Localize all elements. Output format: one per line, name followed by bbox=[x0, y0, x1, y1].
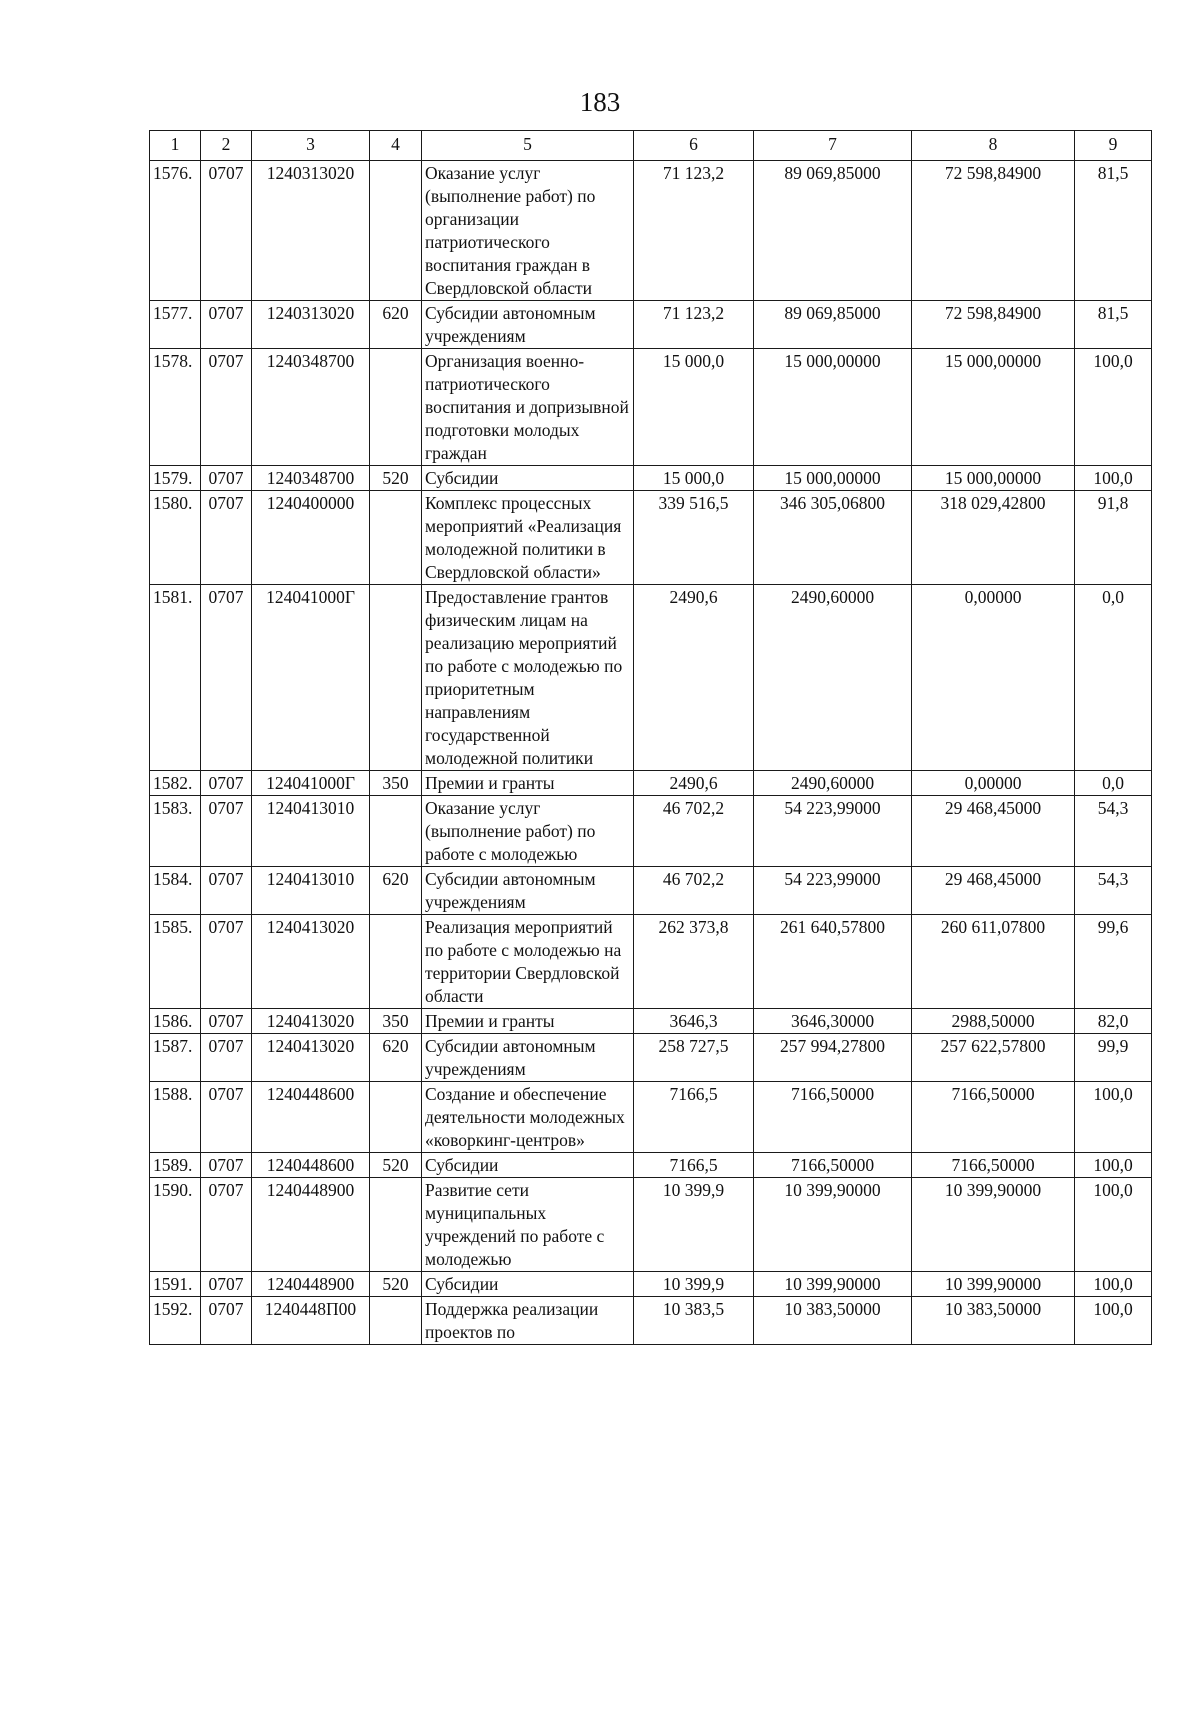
table-header-row bbox=[150, 131, 1152, 161]
item-name-cell: Субсидии автономным учреждениям bbox=[422, 867, 634, 915]
table-row bbox=[150, 1178, 1152, 1272]
row-number-cell: 1578. bbox=[150, 349, 201, 466]
col9-percent-cell: 91,8 bbox=[1075, 491, 1152, 585]
target-code-cell: 1240348700 bbox=[252, 349, 370, 466]
row-number-cell: 1588. bbox=[150, 1082, 201, 1153]
row-number-cell: 1587. bbox=[150, 1034, 201, 1082]
col6-value-cell: 15 000,0 bbox=[634, 466, 754, 491]
section-code-cell: 0707 bbox=[201, 796, 252, 867]
expense-type-cell bbox=[370, 796, 422, 867]
target-code-cell: 124041000Г bbox=[252, 585, 370, 771]
col9-percent-cell: 99,9 bbox=[1075, 1034, 1152, 1082]
row-number-cell: 1586. bbox=[150, 1009, 201, 1034]
col9-percent-cell: 82,0 bbox=[1075, 1009, 1152, 1034]
col9-percent-cell: 100,0 bbox=[1075, 1153, 1152, 1178]
budget-table bbox=[149, 130, 1152, 1345]
target-code-cell: 1240448П00 bbox=[252, 1297, 370, 1345]
col9-percent-cell: 0,0 bbox=[1075, 771, 1152, 796]
row-number-cell: 1589. bbox=[150, 1153, 201, 1178]
item-name-cell: Поддержка реализации проектов по bbox=[422, 1297, 634, 1345]
row-number-cell: 1579. bbox=[150, 466, 201, 491]
section-code-cell: 0707 bbox=[201, 1082, 252, 1153]
expense-type-cell: 350 bbox=[370, 771, 422, 796]
expense-type-cell bbox=[370, 1082, 422, 1153]
item-name-cell: Субсидии bbox=[422, 1153, 634, 1178]
column-header: 8 bbox=[912, 131, 1075, 161]
item-name-cell: Оказание услуг (выполнение работ) по работе с молодежью bbox=[422, 796, 634, 867]
column-header: 6 bbox=[634, 131, 754, 161]
col7-value-cell: 10 399,90000 bbox=[754, 1178, 912, 1272]
col9-percent-cell: 54,3 bbox=[1075, 796, 1152, 867]
col7-value-cell: 346 305,06800 bbox=[754, 491, 912, 585]
col9-percent-cell: 100,0 bbox=[1075, 349, 1152, 466]
table-row bbox=[150, 1082, 1152, 1153]
column-header: 7 bbox=[754, 131, 912, 161]
col7-value-cell: 89 069,85000 bbox=[754, 301, 912, 349]
target-code-cell: 1240448900 bbox=[252, 1178, 370, 1272]
section-code-cell: 0707 bbox=[201, 1153, 252, 1178]
expense-type-cell bbox=[370, 491, 422, 585]
col6-value-cell: 7166,5 bbox=[634, 1082, 754, 1153]
table-row bbox=[150, 1297, 1152, 1345]
section-code-cell: 0707 bbox=[201, 466, 252, 491]
section-code-cell: 0707 bbox=[201, 867, 252, 915]
target-code-cell: 1240413020 bbox=[252, 1009, 370, 1034]
column-header: 3 bbox=[252, 131, 370, 161]
col8-value-cell: 2988,50000 bbox=[912, 1009, 1075, 1034]
col8-value-cell: 0,00000 bbox=[912, 585, 1075, 771]
item-name-cell: Создание и обеспечение деятельности молодежных «коворкинг-центров» bbox=[422, 1082, 634, 1153]
table-body bbox=[150, 161, 1152, 1345]
col9-percent-cell: 100,0 bbox=[1075, 1178, 1152, 1272]
col7-value-cell: 7166,50000 bbox=[754, 1082, 912, 1153]
col6-value-cell: 262 373,8 bbox=[634, 915, 754, 1009]
row-number-cell: 1581. bbox=[150, 585, 201, 771]
col8-value-cell: 10 399,90000 bbox=[912, 1178, 1075, 1272]
target-code-cell: 1240400000 bbox=[252, 491, 370, 585]
expense-type-cell bbox=[370, 1178, 422, 1272]
col6-value-cell: 3646,3 bbox=[634, 1009, 754, 1034]
expense-type-cell: 350 bbox=[370, 1009, 422, 1034]
col8-value-cell: 72 598,84900 bbox=[912, 301, 1075, 349]
expense-type-cell: 620 bbox=[370, 867, 422, 915]
col8-value-cell: 10 383,50000 bbox=[912, 1297, 1075, 1345]
expense-type-cell: 520 bbox=[370, 1153, 422, 1178]
column-header: 1 bbox=[150, 131, 201, 161]
expense-type-cell bbox=[370, 161, 422, 301]
col8-value-cell: 29 468,45000 bbox=[912, 867, 1075, 915]
col8-value-cell: 260 611,07800 bbox=[912, 915, 1075, 1009]
target-code-cell: 1240313020 bbox=[252, 301, 370, 349]
table-row bbox=[150, 491, 1152, 585]
item-name-cell: Субсидии bbox=[422, 1272, 634, 1297]
row-number-cell: 1585. bbox=[150, 915, 201, 1009]
section-code-cell: 0707 bbox=[201, 1034, 252, 1082]
col7-value-cell: 2490,60000 bbox=[754, 585, 912, 771]
col7-value-cell: 10 399,90000 bbox=[754, 1272, 912, 1297]
item-name-cell: Субсидии автономным учреждениям bbox=[422, 1034, 634, 1082]
col8-value-cell: 72 598,84900 bbox=[912, 161, 1075, 301]
col6-value-cell: 46 702,2 bbox=[634, 867, 754, 915]
table-row bbox=[150, 796, 1152, 867]
table-row bbox=[150, 585, 1152, 771]
table-row bbox=[150, 161, 1152, 301]
section-code-cell: 0707 bbox=[201, 771, 252, 796]
item-name-cell: Премии и гранты bbox=[422, 771, 634, 796]
section-code-cell: 0707 bbox=[201, 1272, 252, 1297]
row-number-cell: 1580. bbox=[150, 491, 201, 585]
row-number-cell: 1582. bbox=[150, 771, 201, 796]
table-row bbox=[150, 1272, 1152, 1297]
col9-percent-cell: 100,0 bbox=[1075, 1297, 1152, 1345]
target-code-cell: 124041000Г bbox=[252, 771, 370, 796]
expense-type-cell bbox=[370, 1297, 422, 1345]
target-code-cell: 1240348700 bbox=[252, 466, 370, 491]
target-code-cell: 1240448600 bbox=[252, 1082, 370, 1153]
expense-type-cell: 520 bbox=[370, 1272, 422, 1297]
col8-value-cell: 318 029,42800 bbox=[912, 491, 1075, 585]
target-code-cell: 1240413020 bbox=[252, 1034, 370, 1082]
target-code-cell: 1240448600 bbox=[252, 1153, 370, 1178]
item-name-cell: Развитие сети муниципальных учреждений по работе с молодежью bbox=[422, 1178, 634, 1272]
column-header: 5 bbox=[422, 131, 634, 161]
col7-value-cell: 7166,50000 bbox=[754, 1153, 912, 1178]
col7-value-cell: 10 383,50000 bbox=[754, 1297, 912, 1345]
col9-percent-cell: 81,5 bbox=[1075, 301, 1152, 349]
col9-percent-cell: 81,5 bbox=[1075, 161, 1152, 301]
col6-value-cell: 2490,6 bbox=[634, 585, 754, 771]
section-code-cell: 0707 bbox=[201, 349, 252, 466]
col9-percent-cell: 100,0 bbox=[1075, 1082, 1152, 1153]
row-number-cell: 1591. bbox=[150, 1272, 201, 1297]
expense-type-cell bbox=[370, 585, 422, 771]
column-header: 4 bbox=[370, 131, 422, 161]
col8-value-cell: 0,00000 bbox=[912, 771, 1075, 796]
expense-type-cell bbox=[370, 915, 422, 1009]
col6-value-cell: 10 383,5 bbox=[634, 1297, 754, 1345]
column-header: 2 bbox=[201, 131, 252, 161]
item-name-cell: Комплекс процессных мероприятий «Реализация молодежной политики в Свердловской области» bbox=[422, 491, 634, 585]
table-row bbox=[150, 771, 1152, 796]
col7-value-cell: 15 000,00000 bbox=[754, 349, 912, 466]
col6-value-cell: 258 727,5 bbox=[634, 1034, 754, 1082]
target-code-cell: 1240313020 bbox=[252, 161, 370, 301]
row-number-cell: 1592. bbox=[150, 1297, 201, 1345]
row-number-cell: 1584. bbox=[150, 867, 201, 915]
col6-value-cell: 10 399,9 bbox=[634, 1272, 754, 1297]
item-name-cell: Субсидии bbox=[422, 466, 634, 491]
col9-percent-cell: 0,0 bbox=[1075, 585, 1152, 771]
table-row bbox=[150, 1009, 1152, 1034]
section-code-cell: 0707 bbox=[201, 301, 252, 349]
col7-value-cell: 2490,60000 bbox=[754, 771, 912, 796]
col9-percent-cell: 100,0 bbox=[1075, 466, 1152, 491]
col8-value-cell: 257 622,57800 bbox=[912, 1034, 1075, 1082]
target-code-cell: 1240448900 bbox=[252, 1272, 370, 1297]
item-name-cell: Реализация мероприятий по работе с молодежью на территории Свердловской области bbox=[422, 915, 634, 1009]
table-row bbox=[150, 1034, 1152, 1082]
table-row bbox=[150, 349, 1152, 466]
col8-value-cell: 10 399,90000 bbox=[912, 1272, 1075, 1297]
col6-value-cell: 339 516,5 bbox=[634, 491, 754, 585]
item-name-cell: Субсидии автономным учреждениям bbox=[422, 301, 634, 349]
col8-value-cell: 15 000,00000 bbox=[912, 466, 1075, 491]
section-code-cell: 0707 bbox=[201, 1178, 252, 1272]
table-row bbox=[150, 301, 1152, 349]
section-code-cell: 0707 bbox=[201, 491, 252, 585]
col9-percent-cell: 54,3 bbox=[1075, 867, 1152, 915]
section-code-cell: 0707 bbox=[201, 585, 252, 771]
row-number-cell: 1576. bbox=[150, 161, 201, 301]
target-code-cell: 1240413010 bbox=[252, 796, 370, 867]
col6-value-cell: 46 702,2 bbox=[634, 796, 754, 867]
table-row bbox=[150, 1153, 1152, 1178]
col7-value-cell: 261 640,57800 bbox=[754, 915, 912, 1009]
row-number-cell: 1577. bbox=[150, 301, 201, 349]
target-code-cell: 1240413010 bbox=[252, 867, 370, 915]
table-row bbox=[150, 867, 1152, 915]
section-code-cell: 0707 bbox=[201, 915, 252, 1009]
col6-value-cell: 10 399,9 bbox=[634, 1178, 754, 1272]
col7-value-cell: 3646,30000 bbox=[754, 1009, 912, 1034]
item-name-cell: Предоставление грантов физическим лицам на реализацию мероприятий по работе с молодежью по приоритетным направлениям государственной молодежной политики bbox=[422, 585, 634, 771]
col6-value-cell: 7166,5 bbox=[634, 1153, 754, 1178]
expense-type-cell: 620 bbox=[370, 1034, 422, 1082]
col8-value-cell: 7166,50000 bbox=[912, 1082, 1075, 1153]
col6-value-cell: 15 000,0 bbox=[634, 349, 754, 466]
col7-value-cell: 257 994,27800 bbox=[754, 1034, 912, 1082]
expense-type-cell: 520 bbox=[370, 466, 422, 491]
expense-type-cell: 620 bbox=[370, 301, 422, 349]
column-header: 9 bbox=[1075, 131, 1152, 161]
table-row bbox=[150, 466, 1152, 491]
item-name-cell: Оказание услуг (выполнение работ) по организации патриотического воспитания граждан в Свердловской области bbox=[422, 161, 634, 301]
expense-type-cell bbox=[370, 349, 422, 466]
item-name-cell: Организация военно-патриотического воспитания и допризывной подготовки молодых граждан bbox=[422, 349, 634, 466]
row-number-cell: 1590. bbox=[150, 1178, 201, 1272]
section-code-cell: 0707 bbox=[201, 1297, 252, 1345]
col8-value-cell: 15 000,00000 bbox=[912, 349, 1075, 466]
col8-value-cell: 7166,50000 bbox=[912, 1153, 1075, 1178]
col7-value-cell: 89 069,85000 bbox=[754, 161, 912, 301]
col8-value-cell: 29 468,45000 bbox=[912, 796, 1075, 867]
page-number: 183 bbox=[579, 87, 621, 117]
table-row bbox=[150, 915, 1152, 1009]
item-name-cell: Премии и гранты bbox=[422, 1009, 634, 1034]
col6-value-cell: 2490,6 bbox=[634, 771, 754, 796]
section-code-cell: 0707 bbox=[201, 1009, 252, 1034]
col6-value-cell: 71 123,2 bbox=[634, 161, 754, 301]
row-number-cell: 1583. bbox=[150, 796, 201, 867]
col9-percent-cell: 99,6 bbox=[1075, 915, 1152, 1009]
col6-value-cell: 71 123,2 bbox=[634, 301, 754, 349]
col7-value-cell: 15 000,00000 bbox=[754, 466, 912, 491]
col9-percent-cell: 100,0 bbox=[1075, 1272, 1152, 1297]
col7-value-cell: 54 223,99000 bbox=[754, 796, 912, 867]
col7-value-cell: 54 223,99000 bbox=[754, 867, 912, 915]
section-code-cell: 0707 bbox=[201, 161, 252, 301]
target-code-cell: 1240413020 bbox=[252, 915, 370, 1009]
